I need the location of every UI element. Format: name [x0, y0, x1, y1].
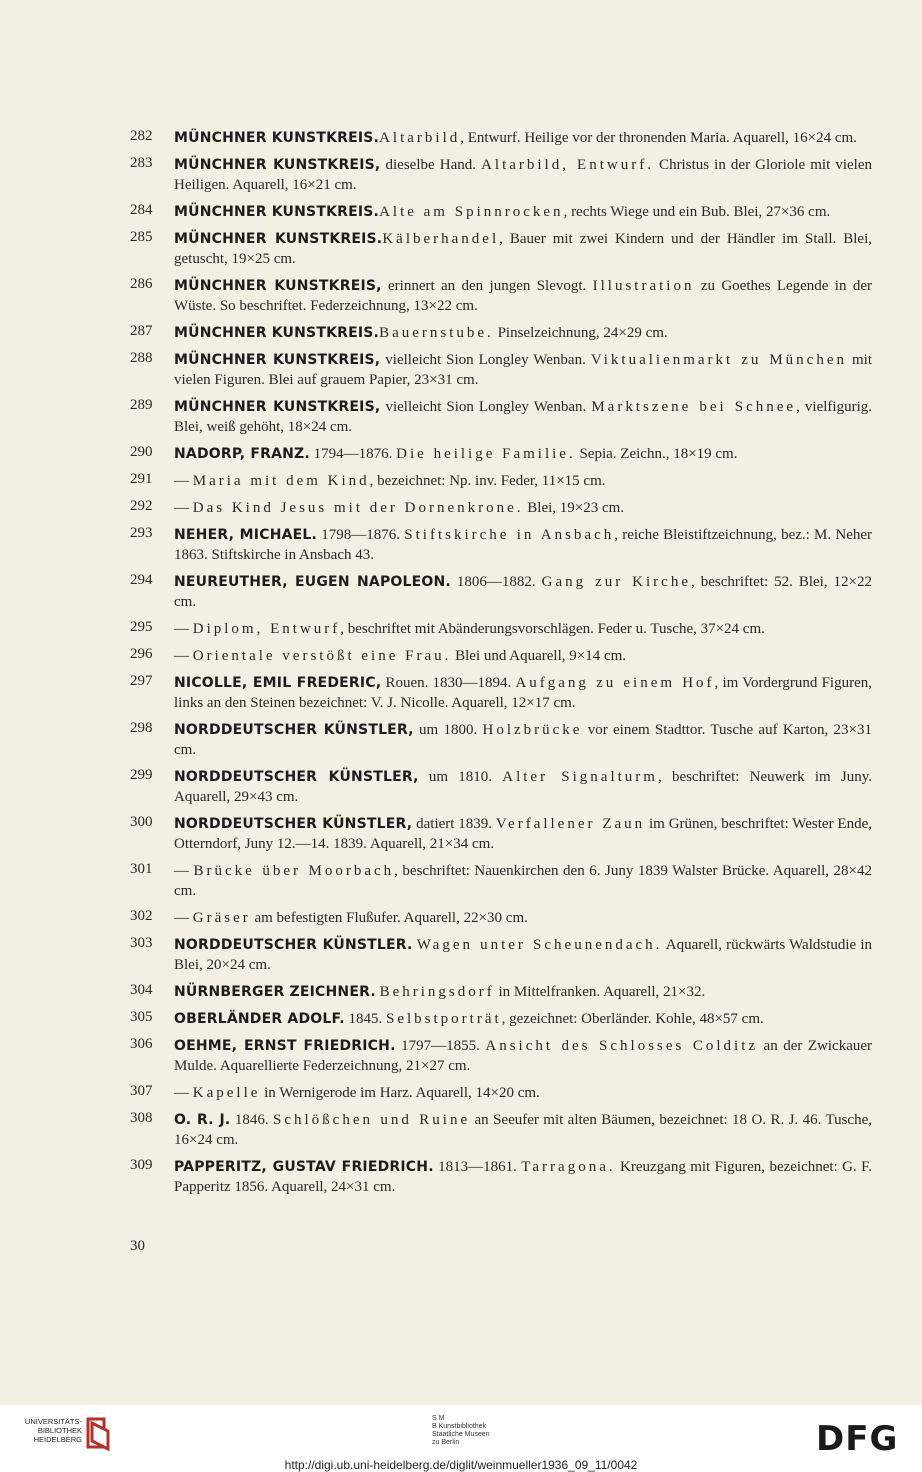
entry-text	[174, 861, 872, 901]
entry-number: 305	[130, 1009, 153, 1025]
entry-description: Aquarell, rückwärts Waldstudie in Blei, 20×24 cm.	[174, 937, 872, 973]
catalog-entry	[130, 1083, 872, 1103]
entry-description: , bezeichnet: Np. inv. Feder, 11×15 cm.	[369, 473, 606, 489]
entry-text	[174, 471, 872, 491]
entry-title: Viktualienmarkt zu München	[590, 352, 848, 368]
entry-date: —	[174, 1085, 193, 1101]
entry-title: Brücke über Moorbach	[193, 863, 395, 879]
entry-date: —	[174, 910, 193, 926]
catalog-entry	[130, 1110, 872, 1150]
entry-description: , vielfigurig. Blei, weiß gehöht, 18×24 cm.	[174, 399, 872, 435]
museum-logo[interactable]: S M B Kunstbibliothek Staatliche Museen zu Berlin	[432, 1415, 490, 1446]
entry-date: um 1800.	[413, 722, 483, 738]
entry-description: Blei, 19×23 cm.	[523, 500, 625, 516]
entry-artist: NORDDEUTSCHER KÜNSTLER,	[174, 769, 419, 785]
entry-date: —	[174, 473, 193, 489]
entry-number: 290	[130, 444, 153, 460]
entry-date: erinnert an den jungen Slevogt.	[381, 278, 593, 294]
entry-text	[174, 720, 872, 760]
catalog-entry	[130, 982, 872, 1002]
entry-text	[174, 229, 872, 269]
entry-artist: NADORP, FRANZ.	[174, 446, 310, 462]
entry-text	[174, 1083, 872, 1103]
entry-title: Gräser	[192, 910, 251, 926]
entry-number: 285	[130, 229, 153, 245]
entry-description: an der Zwickauer Mulde. Aquarellierte Federzeichnung, 21×27 cm.	[174, 1038, 873, 1074]
entry-artist: MÜNCHNER KUNSTKREIS,	[174, 399, 381, 415]
entry-text	[174, 323, 872, 343]
entry-description: zu Goethes Legende in der Wüste. So beschriftet. Federzeichnung, 13×22 cm.	[174, 278, 872, 314]
entry-text	[174, 1036, 872, 1076]
entry-date: datiert 1839.	[412, 816, 496, 832]
entry-description: Christus in der Gloriole mit vielen Heiligen. Aquarell, 16×21 cm.	[174, 157, 872, 193]
entry-artist: PAPPERITZ, GUSTAV FRIEDRICH.	[174, 1159, 434, 1175]
entry-text	[174, 202, 872, 222]
entry-title: Alter Signalturm	[502, 769, 658, 785]
entry-number: 284	[130, 202, 153, 218]
entry-date: dieselbe Hand.	[380, 157, 482, 173]
entry-title: Orientale verstößt eine Frau.	[192, 648, 452, 664]
entry-artist: MÜNCHNER KUNSTKREIS.	[174, 130, 380, 146]
dfg-logo[interactable]: DFG	[816, 1419, 899, 1459]
catalog-entry	[130, 128, 872, 148]
entry-description: , im Vordergrund Figuren, links an den Steinen bezeichnet: V. J. Nicolle. Aquarell, 12×17 cm.	[174, 675, 872, 711]
entry-text	[174, 276, 872, 316]
entry-number: 288	[130, 350, 153, 366]
entry-date: vielleicht Sion Longley Wenban.	[380, 352, 591, 368]
entry-text	[174, 646, 872, 666]
entry-number: 294	[130, 572, 153, 588]
entry-date: Rouen. 1830—1894.	[381, 675, 516, 691]
entry-text	[174, 498, 872, 518]
entry-title: Selbstporträt	[385, 1011, 502, 1027]
library-name: UNIVERSITÄTS- BIBLIOTHEK HEIDELBERG	[24, 1417, 82, 1444]
entry-artist: MÜNCHNER KUNSTKREIS,	[174, 352, 381, 368]
entry-artist: O. R. J.	[174, 1112, 231, 1128]
catalog-entry	[130, 1036, 872, 1076]
entry-number: 297	[130, 673, 153, 689]
entry-description: an Seeufer mit alten Bäumen, bezeichnet: 18 O. R. J. 46. Tusche, 16×24 cm.	[174, 1112, 872, 1148]
entry-date: 1798—1876.	[317, 527, 405, 543]
entry-text	[174, 128, 872, 148]
catalog-entry	[130, 229, 872, 269]
entry-artist: NEHER, MICHAEL.	[174, 527, 318, 543]
entry-title: Alte am Spinnrocken	[379, 204, 564, 220]
entry-title: Schlößchen und Ruine	[273, 1112, 471, 1128]
entry-date: —	[174, 648, 193, 664]
entry-number: 283	[130, 155, 153, 171]
entry-date: 1813—1861.	[433, 1159, 522, 1175]
entry-artist: NORDDEUTSCHER KÜNSTLER,	[174, 816, 413, 832]
entry-text	[174, 673, 872, 713]
catalog-entry	[130, 619, 872, 639]
entry-text	[174, 982, 872, 1002]
entry-artist: MÜNCHNER KUNSTKREIS,	[174, 278, 382, 294]
entry-title: Ansicht des Schlosses Colditz	[485, 1038, 759, 1054]
entry-description: , rechts Wiege und ein Bub. Blei, 27×36 cm.	[563, 204, 831, 220]
entry-number: 304	[130, 982, 153, 998]
entry-number: 296	[130, 646, 153, 662]
entry-date: 1806—1882.	[450, 574, 542, 590]
entry-number: 287	[130, 323, 153, 339]
entry-artist: NORDDEUTSCHER KÜNSTLER,	[174, 722, 414, 738]
entry-number: 282	[130, 128, 153, 144]
entry-title: Marktszene bei Schnee	[591, 399, 797, 415]
catalog-entry	[130, 276, 872, 316]
entry-date: 1846.	[230, 1112, 273, 1128]
entry-description: Sepia. Zeichn., 18×19 cm.	[575, 446, 738, 462]
entry-date: —	[174, 621, 193, 637]
entry-number: 289	[130, 397, 153, 413]
entry-description: , beschriftet: Neuwerk im Juny. Aquarell, 29×43 cm.	[174, 769, 872, 805]
entry-title: Die heilige Familie.	[396, 446, 576, 462]
entry-artist: OBERLÄNDER ADOLF.	[174, 1011, 345, 1027]
entry-description: , beschriftet mit Abänderungsvorschlägen. Feder u. Tusche, 37×24 cm.	[340, 621, 765, 637]
catalog-entries	[130, 128, 872, 1204]
entry-description: in Mittelfranken. Aquarell, 21×32.	[494, 984, 706, 1000]
entry-artist: MÜNCHNER KUNSTKREIS.	[174, 231, 383, 247]
entry-description: Kreuzgang mit Figuren, bezeichnet: G. F. Papperitz 1856. Aquarell, 24×31 cm.	[174, 1159, 873, 1195]
entry-title: Maria mit dem Kind	[192, 473, 370, 489]
catalog-entry	[130, 861, 872, 901]
entry-number: 298	[130, 720, 153, 736]
catalog-entry	[130, 323, 872, 343]
entry-number: 309	[130, 1157, 153, 1173]
entry-description: vor einem Stadttor. Tusche auf Karton, 23×31 cm.	[174, 722, 872, 758]
entry-date: —	[174, 863, 194, 879]
entry-text	[174, 1110, 872, 1150]
entry-text	[174, 397, 872, 437]
catalog-entry	[130, 350, 872, 390]
catalog-entry	[130, 155, 872, 195]
entry-artist: OEHME, ERNST FRIEDRICH.	[174, 1038, 396, 1054]
entry-artist: NORDDEUTSCHER KÜNSTLER.	[174, 937, 413, 953]
entry-text	[174, 525, 872, 565]
catalog-entry	[130, 471, 872, 491]
entry-title: Bauernstube.	[379, 325, 494, 341]
entry-date: 1794—1876.	[309, 446, 397, 462]
entry-description: im Grünen, beschriftet: Wester Ende, Otterndorf, Juny 12.—14. 1839. Aquarell, 21×34 cm.	[174, 816, 872, 852]
entry-title: Gang zur Kirche	[541, 574, 691, 590]
entry-title: Verfallener Zaun	[495, 816, 646, 832]
entry-text	[174, 908, 872, 928]
entry-text	[174, 767, 872, 807]
entry-date: um 1810.	[418, 769, 503, 785]
entry-text	[174, 935, 872, 975]
catalog-entry	[130, 397, 872, 437]
entry-number: 291	[130, 471, 153, 487]
heidelberg-library-logo[interactable]	[6, 1417, 116, 1457]
page-number: 30	[130, 1238, 145, 1254]
library-emblem-icon	[86, 1417, 112, 1451]
entry-text	[174, 155, 872, 195]
catalog-entry	[130, 525, 872, 565]
entry-description: , gezeichnet: Oberländer. Kohle, 48×57 cm.	[501, 1011, 764, 1027]
entry-number: 301	[130, 861, 153, 877]
entry-title: Illustration	[592, 278, 695, 294]
entry-date: vielleicht Sion Longley Wenban.	[380, 399, 592, 415]
catalog-entry	[130, 767, 872, 807]
entry-title: Kapelle	[192, 1085, 261, 1101]
entry-title: Kälberhandel	[382, 231, 500, 247]
entry-number: 299	[130, 767, 153, 783]
entry-title: Das Kind Jesus mit der Dornenkrone.	[192, 500, 524, 516]
entry-number: 308	[130, 1110, 153, 1126]
entry-description: , beschriftet: Nauenkirchen den 6. Juny 1839 Walster Brücke. Aquarell, 28×42 cm.	[174, 863, 873, 899]
entry-number: 300	[130, 814, 153, 830]
entry-artist: NÜRNBERGER ZEICHNER.	[174, 984, 376, 1000]
entry-text	[174, 350, 872, 390]
entry-description: , Entwurf. Heilige vor der thronenden Maria. Aquarell, 16×24 cm.	[460, 130, 857, 146]
entry-number: 303	[130, 935, 153, 951]
entry-title: Altarbild, Entwurf.	[481, 157, 654, 173]
catalog-entry	[130, 646, 872, 666]
entry-description: , Bauer mit zwei Kindern und der Händler im Stall. Blei, getuscht, 19×25 cm.	[174, 231, 872, 267]
catalog-entry	[130, 498, 872, 518]
catalog-entry	[130, 814, 872, 854]
entry-description: Pinselzeichnung, 24×29 cm.	[493, 325, 668, 341]
entry-artist: MÜNCHNER KUNSTKREIS.	[174, 325, 380, 341]
entry-artist: NICOLLE, EMIL FREDERIC,	[174, 675, 382, 691]
entry-number: 293	[130, 525, 153, 541]
entry-number: 295	[130, 619, 153, 635]
entry-title: Tarragona.	[521, 1159, 616, 1175]
catalog-entry	[130, 444, 872, 464]
entry-description: mit vielen Figuren. Blei auf grauem Papier, 23×31 cm.	[174, 352, 873, 388]
entry-title: Holzbrücke	[482, 722, 583, 738]
entry-title: Behringsdorf	[379, 984, 495, 1000]
catalog-entry	[130, 720, 872, 760]
entry-artist: MÜNCHNER KUNSTKREIS,	[174, 157, 381, 173]
entry-date: 1797—1855.	[395, 1038, 486, 1054]
entry-text	[174, 814, 872, 854]
entry-artist: NEUREUTHER, EUGEN NAPOLEON.	[174, 574, 451, 590]
entry-title: Wagen unter Scheunendach.	[416, 937, 663, 953]
entry-title: Aufgang zu einem Hof	[515, 675, 715, 691]
entry-description: , beschriftet: 52. Blei, 12×22 cm.	[174, 574, 872, 610]
catalog-entry	[130, 572, 872, 612]
catalog-entry	[130, 673, 872, 713]
entry-title: Stiftskirche in Ansbach	[404, 527, 615, 543]
catalog-entry	[130, 935, 872, 975]
entry-text	[174, 444, 872, 464]
entry-text	[174, 619, 872, 639]
entry-text	[174, 572, 872, 612]
entry-description: Blei und Aquarell, 9×14 cm.	[451, 648, 627, 664]
entry-number: 302	[130, 908, 153, 924]
permalink-url[interactable]: http://digi.ub.uni-heidelberg.de/diglit/weinmueller1936_09_11/0042	[284, 1458, 638, 1472]
entry-description: am befestigten Flußufer. Aquarell, 22×30 cm.	[250, 910, 528, 926]
entry-artist: MÜNCHNER KUNSTKREIS.	[174, 204, 380, 220]
catalog-entry	[130, 908, 872, 928]
catalog-entry	[130, 1157, 872, 1197]
entry-title: Altarbild	[379, 130, 461, 146]
entry-number: 286	[130, 276, 153, 292]
entry-text	[174, 1009, 872, 1029]
catalog-entry	[130, 202, 872, 222]
footer-bar	[0, 1405, 922, 1472]
entry-description: in Wernigerode im Harz. Aquarell, 14×20 cm.	[260, 1085, 540, 1101]
entry-title: Diplom, Entwurf	[192, 621, 341, 637]
entry-number: 306	[130, 1036, 153, 1052]
entry-text	[174, 1157, 872, 1197]
entry-description: , reiche Bleistiftzeichnung, bez.: M. Neher 1863. Stiftskirche in Ansbach 43.	[174, 527, 873, 563]
entry-date: —	[174, 500, 193, 516]
catalog-entry	[130, 1009, 872, 1029]
entry-date: 1845.	[344, 1011, 386, 1027]
entry-number: 292	[130, 498, 153, 514]
entry-number: 307	[130, 1083, 153, 1099]
